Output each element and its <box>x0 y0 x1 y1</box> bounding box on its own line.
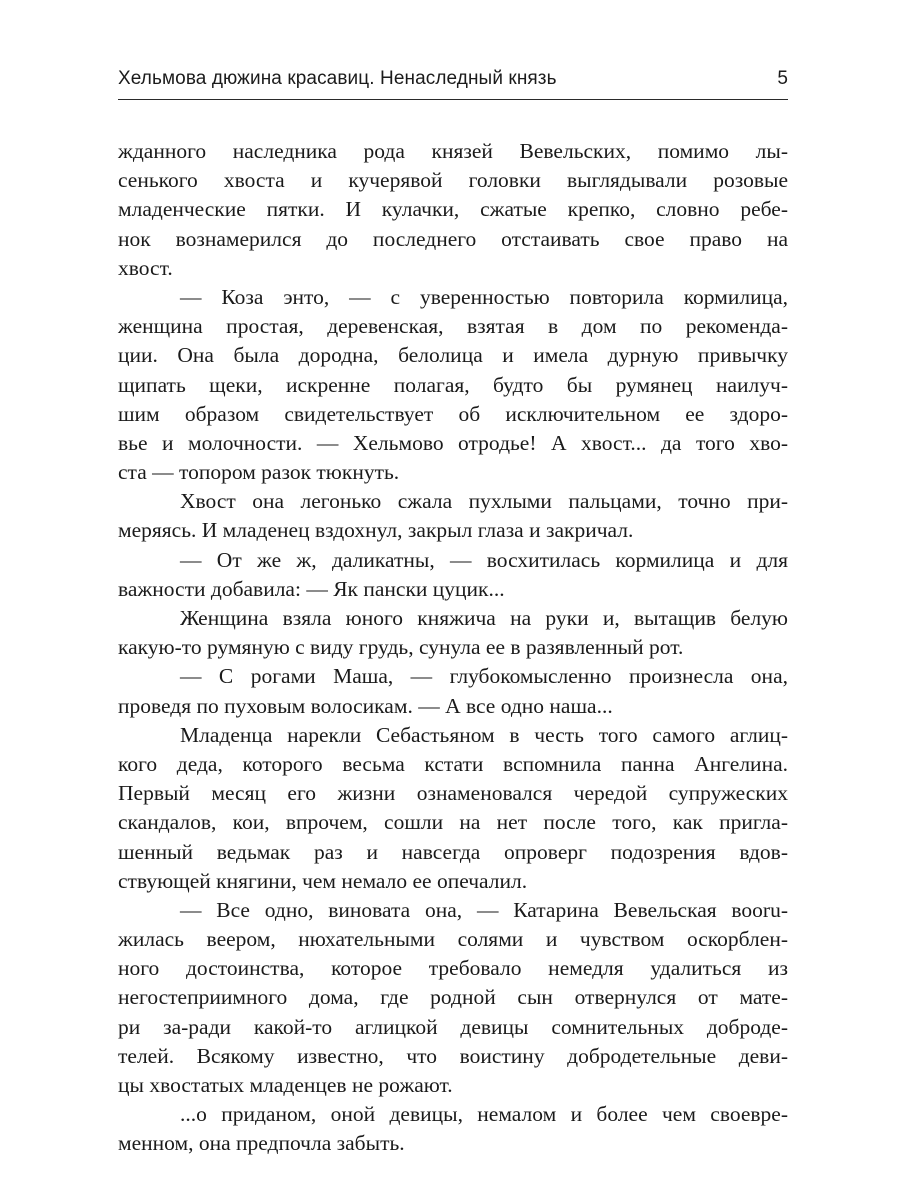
text-line: негостеприимного дома, где родной сын отвернулся от мате- <box>118 985 788 1010</box>
text-line: вье и молочности. — Хельмово отродье! А хвост... да того хво- <box>118 430 788 455</box>
page-number: 5 <box>777 68 788 89</box>
text-line: ста — топором разок тюкнуть. <box>118 460 400 485</box>
text-line: сенького хвоста и кучерявой головки выглядывали розовые <box>118 168 788 193</box>
body-text <box>118 137 788 1159</box>
text-line: Хвост она легонько сжала пухлыми пальцами, точно при- <box>180 489 788 514</box>
text-line: — С рогами Маша, — глубокомысленно произнесла она, <box>180 664 788 689</box>
text-line: цы хвостатых младенцев не рожают. <box>118 1073 453 1097</box>
paragraph <box>118 546 788 604</box>
header-rule <box>118 99 788 100</box>
text-line: — Все одно, виновата она, — Катарина Вевельская вооru- <box>180 897 788 922</box>
text-line: телей. Всякому известно, что воистину добродетельные деви- <box>118 1043 788 1068</box>
paragraph <box>118 1100 788 1158</box>
text-line: Женщина взяла юного княжича на руки и, вытащив белую <box>180 606 788 630</box>
text-line: ного достоинства, которое требовало немедля удалиться из <box>118 956 788 981</box>
text-line: менном, она предпочла забыть. <box>118 1131 405 1156</box>
text-line: жилась веером, нюхательными солями и чувством оскорблен- <box>118 927 788 952</box>
text-line: ции. Она была дородна, белолица и имела дурную привычку <box>118 343 788 368</box>
text-line: скандалов, кои, впрочем, сошли на нет после того, как пригла- <box>118 810 788 835</box>
text-line: кого деда, которого весьма кстати вспомнила панна Ангелина. <box>118 751 788 776</box>
paragraph <box>118 721 788 896</box>
paragraph <box>118 487 788 545</box>
paragraph <box>118 137 788 283</box>
text-line: жданного наследника рода князей Вевельских, помимо лы- <box>118 139 788 163</box>
text-line: — Коза энто, — с уверенностью повторила кормилица, <box>180 284 788 309</box>
paragraph <box>118 604 788 662</box>
text-line: какую-то румяную с виду грудь, сунула ее в разявленный рот. <box>118 635 684 660</box>
running-head <box>118 66 788 96</box>
text-line: шим образом свидетельствует об исключительном ее здоро- <box>118 401 788 426</box>
paragraph <box>118 896 788 1100</box>
text-line: Младенца нарекли Себастьяном в честь того самого аглиц- <box>180 722 788 747</box>
paragraph <box>118 662 788 720</box>
text-line: проведя по пуховым волосикам. — А все одно наша... <box>118 693 613 718</box>
text-line: меряясь. И младенец вздохнул, закрыл глаза и закричал. <box>118 518 634 543</box>
text-line: важности добавила: — Як пански цуцик... <box>118 576 505 601</box>
text-line: Первый месяц его жизни ознаменовался чередой супружеских <box>118 781 788 806</box>
text-line: — От же ж, даликатны, — восхитилась кормилица и для <box>180 547 788 572</box>
text-line: ри за-ради какой-то аглицкой девицы сомнительных доброде- <box>118 1014 788 1039</box>
text-line: хвост. <box>118 255 173 280</box>
text-line: младенческие пятки. И кулачки, сжатые крепко, словно ребе- <box>118 197 788 222</box>
running-title: Хельмова дюжина красавиц. Ненаследный князь <box>118 68 557 89</box>
text-line: женщина простая, деревенская, взятая в дом по рекоменда- <box>118 314 788 339</box>
text-line: шенный ведьмак раз и навсегда опроверг подозрения вдов- <box>118 839 788 864</box>
text-line: ...о приданом, оной девицы, немалом и более чем своевре- <box>180 1102 788 1127</box>
text-line: ствующей княгини, чем немало ее опечалил. <box>118 868 528 893</box>
paragraph <box>118 283 788 487</box>
text-line: нок вознамерился до последнего отстаивать свое право на <box>118 226 788 251</box>
text-line: щипать щеки, искренне полагая, будто бы румянец наилуч- <box>118 372 788 397</box>
